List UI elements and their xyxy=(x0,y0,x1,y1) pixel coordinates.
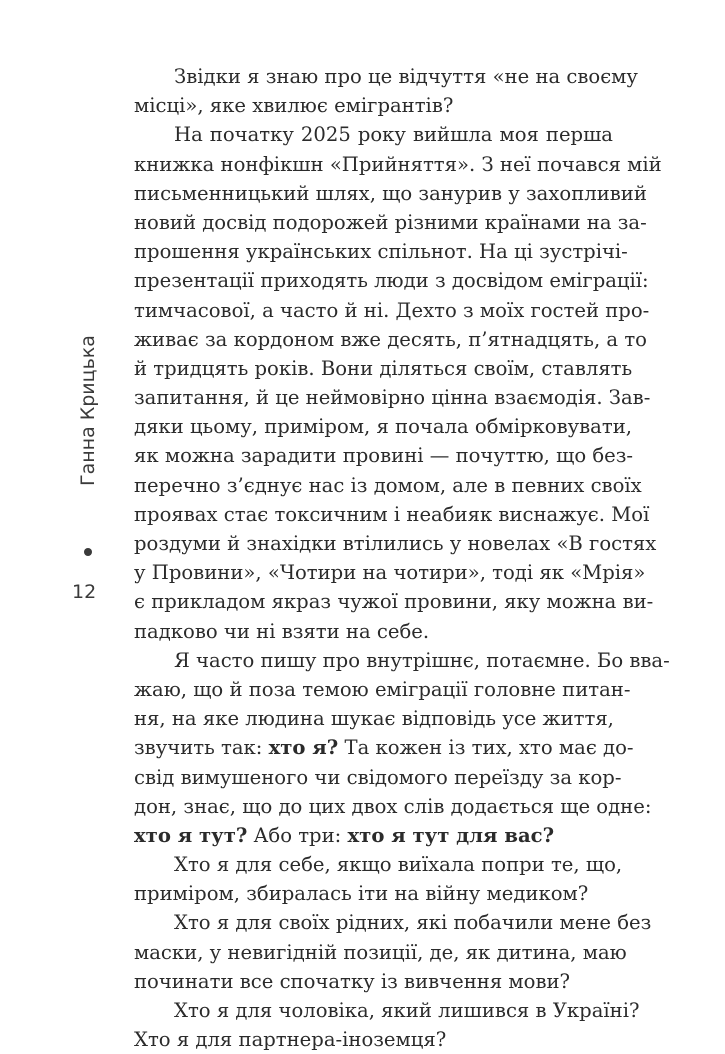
line-text: як можна зарадити провині — почуттю, що без- xyxy=(134,444,634,468)
line-text: у Провини», «Чотири на чотири», тоді як «Мрія» xyxy=(134,561,646,585)
line-text: На початку 2025 року вийшла моя перша xyxy=(174,123,613,147)
text-line xyxy=(134,91,613,120)
line-text: падково чи ні взяти на себе. xyxy=(134,619,430,643)
line-text: письменницький шлях, що занурив у захопливий xyxy=(134,181,647,205)
line-text: книжка нонфікшн «Прийняття». З неї почався мій xyxy=(134,152,662,176)
line-text: приміром, збиралась іти на війну медиком? xyxy=(134,882,589,906)
text-line xyxy=(134,296,650,325)
text-line xyxy=(134,558,646,587)
bold-phrase: хто я тут для вас? xyxy=(347,823,555,847)
line-text: запитання, й це неймовірно цінна взаємодія. Зав- xyxy=(134,386,651,410)
line-text: роздуми й знахідки втілились у новелах «В гостях xyxy=(134,532,657,555)
line-text: свід вимушеного чи свідомого переїзду за кор- xyxy=(134,765,622,789)
text-line xyxy=(134,704,613,733)
line-text: презентації приходять люди з досвідом еміграції: xyxy=(134,269,649,293)
line-text: Я часто пишу про внутрішнє, потаємне. Бо вва- xyxy=(174,648,670,672)
text-line xyxy=(134,646,670,675)
text-line xyxy=(134,792,652,821)
text-line xyxy=(134,733,634,762)
line-text: Хто я для партнера-іноземця? xyxy=(134,1028,447,1052)
line-text: й тридцять років. Вони діляться своїм, ставлять xyxy=(134,356,633,380)
text-line xyxy=(134,150,662,179)
line-text: дяки цьому, приміром, я почала обмірковувати, xyxy=(134,415,632,439)
running-head-author: Ганна Крицька xyxy=(77,335,99,486)
text-line xyxy=(134,850,623,879)
text-line xyxy=(134,441,634,470)
text-line xyxy=(134,179,647,208)
line-text: проявах стає токсичним і неабияк виснажує. Мої xyxy=(134,502,650,526)
text-line xyxy=(134,62,638,91)
line-text: Хто я для своїх рідних, які побачили мене без xyxy=(174,911,652,935)
body-text xyxy=(134,62,670,1054)
page-number: 12 xyxy=(72,581,97,603)
bold-phrase: хто я тут? xyxy=(134,823,248,847)
line-text: Хто я для себе, якщо виїхала попри те, що, xyxy=(174,853,623,877)
line-text: місці», яке хвилює емігрантів? xyxy=(134,94,454,118)
line-text: живає за кордоном вже десять, п’ятнадцять, а то xyxy=(134,327,647,351)
line-text: Хто я для чоловіка, який лишився в Україні? xyxy=(174,999,640,1022)
line-text: Або три: xyxy=(247,823,348,847)
text-line xyxy=(134,821,613,850)
text-line xyxy=(134,471,642,500)
line-text: починати все спочатку із вивчення мови? xyxy=(134,969,571,993)
text-line xyxy=(134,120,613,149)
text-line xyxy=(134,208,647,237)
line-text: прошення українських спільнот. На ці зустрічі- xyxy=(134,240,628,264)
text-line xyxy=(134,587,654,616)
text-line xyxy=(134,237,628,266)
line-text: ня, на яке людина шукає відповідь усе життя, xyxy=(134,707,614,731)
line-text: Звідки я знаю про це відчуття «не на своєму xyxy=(174,65,638,88)
text-line xyxy=(134,908,652,937)
text-line xyxy=(134,412,632,441)
line-text: перечно з’єднує нас із домом, але в певних своїх xyxy=(134,473,642,497)
line-text: дон, знає, що до цих двох слів додається ще одне: xyxy=(134,794,652,818)
text-line xyxy=(134,325,647,354)
text-line xyxy=(134,617,613,646)
text-line xyxy=(134,354,633,383)
line-text: Та кожен із тих, хто має до- xyxy=(338,736,634,760)
separator-dot xyxy=(84,548,92,556)
text-line xyxy=(134,938,627,967)
line-text: новий досвід подорожей різними країнами на за- xyxy=(134,210,647,234)
text-line xyxy=(134,266,649,295)
text-line xyxy=(134,500,650,529)
line-text: маски, у невигідній позиції, де, як дитина, маю xyxy=(134,940,627,964)
line-text: тимчасової, а часто й ні. Дехто з моїх гостей про- xyxy=(134,298,650,322)
text-line xyxy=(134,529,657,558)
text-line xyxy=(134,967,613,996)
text-line xyxy=(134,1025,613,1054)
text-line xyxy=(134,675,631,704)
line-text: жаю, що й поза темою еміграції головне питан- xyxy=(134,677,631,701)
line-text: звучить так: xyxy=(134,736,269,760)
text-line xyxy=(134,763,622,792)
text-line xyxy=(134,996,640,1025)
text-line xyxy=(134,879,613,908)
line-text: є прикладом якраз чужої провини, яку можна ви- xyxy=(134,590,654,614)
bold-phrase: хто я? xyxy=(268,736,339,760)
text-line xyxy=(134,383,651,412)
